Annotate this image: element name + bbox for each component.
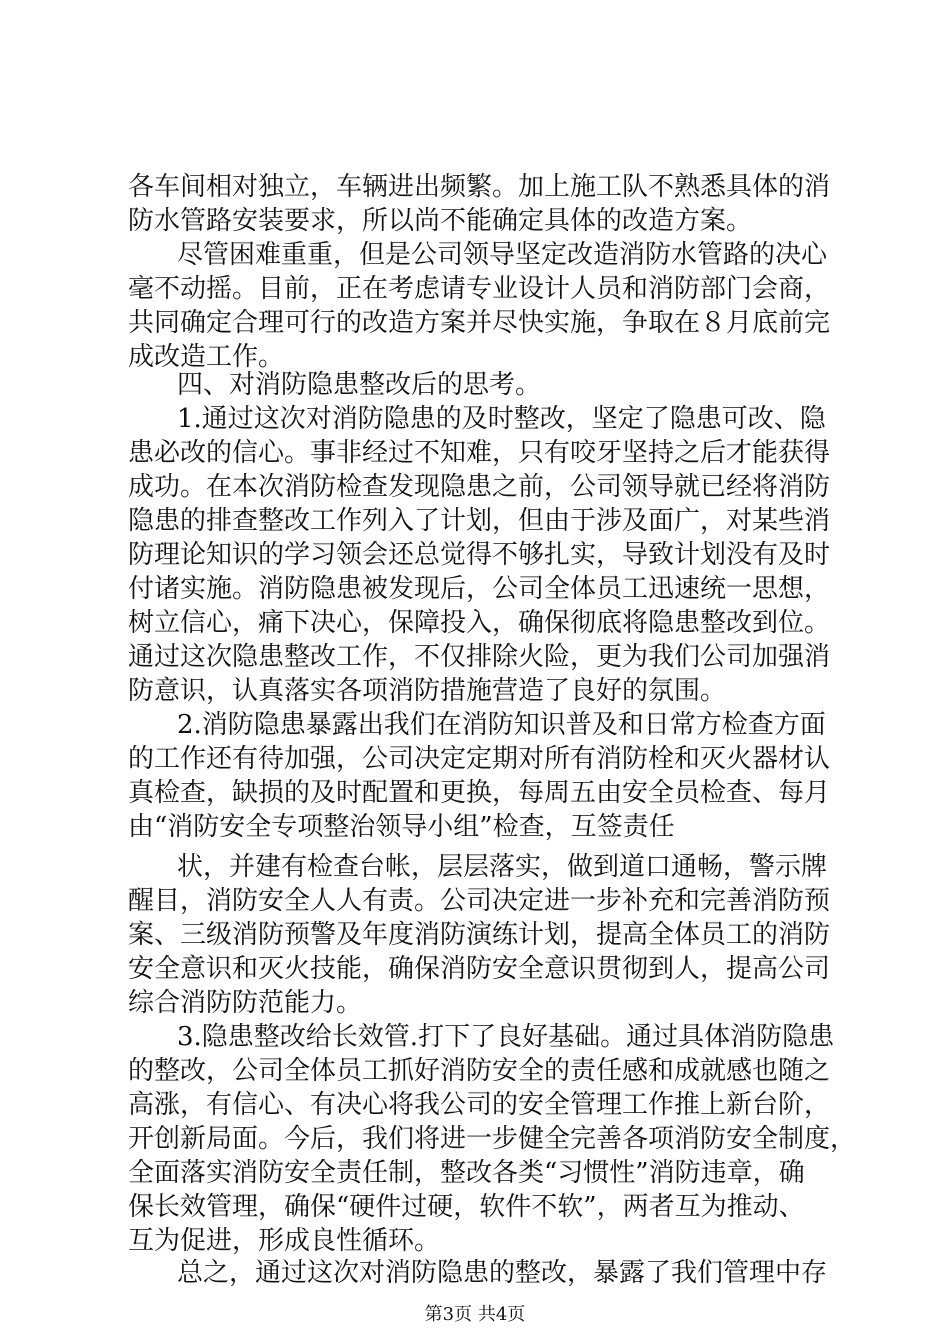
text-line: 互为促进，形成良性循环。 bbox=[128, 1226, 441, 1256]
text-line: 状，并建有检查台帐，层层落实，做到道口通畅，警示牌 bbox=[177, 852, 828, 882]
text-line: 付诸实施。消防隐患被发现后，公司全体员工迅速统一思想， bbox=[128, 574, 831, 604]
text-line: 防理论知识的学习领会还总觉得不够扎实，导致计划没有及时 bbox=[128, 540, 831, 570]
text-line: 安全意识和灭火技能，确保消防安全意识贯彻到人，提高公司 bbox=[128, 954, 831, 984]
text-line: 3.隐患整改给长效管.打下了良好基础。通过具体消防隐患 bbox=[177, 1022, 835, 1052]
text-line: 成改造工作。 bbox=[128, 342, 285, 372]
text-line: 成功。在本次消防检查发现隐患之前，公司领导就已经将消防 bbox=[128, 472, 831, 502]
text-line: 总之，通过这次对消防隐患的整改，暴露了我们管理中存 bbox=[177, 1258, 828, 1288]
text-line: 毫不动摇。目前，正在考虑请专业设计人员和消防部门会商， bbox=[128, 274, 831, 304]
text-line: 各车间相对独立，车辆进出频繁。加上施工队不熟悉具体的消 bbox=[128, 172, 831, 202]
text-line: 共同确定合理可行的改造方案并尽快实施，争取在８月底前完 bbox=[128, 308, 831, 338]
text-line: 患必改的信心。事非经过不知难，只有咬牙坚持之后才能获得 bbox=[128, 438, 831, 468]
text-line: 综合消防防范能力。 bbox=[128, 988, 363, 1018]
text-line: 尽管困难重重，但是公司领导坚定改造消防水管路的决心 bbox=[177, 240, 828, 270]
page-number-footer: 第3页 共4页 bbox=[424, 1304, 526, 1325]
text-line: 开创新局面。今后，我们将进一步健全完善各项消防安全制度， bbox=[128, 1124, 857, 1154]
text-line: 的工作还有待加强，公司决定定期对所有消防栓和灭火器材认 bbox=[128, 744, 831, 774]
text-line: 高涨，有信心、有决心将我公司的安全管理工作推上新台阶， bbox=[128, 1090, 831, 1120]
text-line: 1.通过这次对消防隐患的及时整改，坚定了隐患可改、隐 bbox=[177, 404, 826, 434]
text-line: 全面落实消防安全责任制，整改各类“习惯性”消防违章，确 bbox=[128, 1158, 805, 1188]
text-line: 防意识，认真落实各项消防措施营造了良好的氛围。 bbox=[128, 676, 727, 706]
text-line: 2.消防隐患暴露出我们在消防知识普及和日常方检查方面 bbox=[177, 710, 826, 740]
text-line: 的整改，公司全体员工抓好消防安全的责任感和成就感也随之 bbox=[128, 1056, 831, 1086]
text-line: 保长效管理，确保“硬件过硬，软件不软”，两者互为推动、 bbox=[128, 1192, 805, 1222]
text-line: 通过这次隐患整改工作，不仅排除火险，更为我们公司加强消 bbox=[128, 642, 831, 672]
text-line: 醒目，消防安全人人有责。公司决定进一步补充和完善消防预 bbox=[128, 886, 831, 916]
section-heading: 四、对消防隐患整改后的思考。 bbox=[177, 370, 542, 400]
text-line: 隐患的排查整改工作列入了计划，但由于涉及面广，对某些消 bbox=[128, 506, 831, 536]
text-line: 真检查，缺损的及时配置和更换，每周五由安全员检查、每月 bbox=[128, 778, 831, 808]
text-line: 案、三级消防预警及年度消防演练计划，提高全体员工的消防 bbox=[128, 920, 831, 950]
text-line: 防水管路安装要求，所以尚不能确定具体的改造方案。 bbox=[128, 206, 753, 236]
text-line: 由“消防安全专项整治领导小组”检查，互签责任 bbox=[128, 812, 675, 842]
text-line: 树立信心，痛下决心，保障投入，确保彻底将隐患整改到位。 bbox=[128, 608, 831, 638]
